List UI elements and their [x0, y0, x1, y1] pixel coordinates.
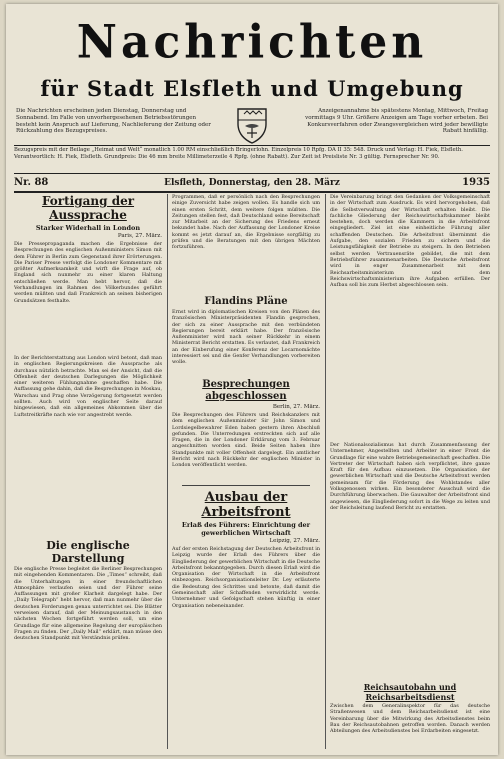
dateline-bar	[14, 176, 490, 190]
article-subheadline: Erlaß des Führers: Einrichtung der gewerblichen Wirtschaft	[181, 521, 311, 537]
article-headline: Fortigang der Aussprache	[41, 194, 135, 222]
column-2	[172, 194, 320, 749]
header-rule-top	[14, 145, 490, 146]
article-headline: Besprechungen abgeschlossen	[202, 379, 290, 402]
article-body: In der Berichterstattung aus London wird betont, daß man in englischen Regierungskreisen die Aussprache als durchaus nützlich betrachte. Man sei der Ansicht, daß die Offenheit der deutschen Darlegungen die Möglichkeit einer weiteren Fühlungnahme geschaffen habe. Die Auffassung gehe dahin, daß die Besprechungen in Moskau, Warschau und Prag ohne Verzögerung fortgesetzt werden sollten. Auch wird von englischer Seite darauf hingewiesen, daß ein allgemeines Abkommen über die Luftstreitkräfte nach wie vor angestrebt werde.	[14, 355, 162, 418]
article-body: Ernst wird in diplomatischen Kreisen von den Plänen des französischen Ministerpräsidenten Flandin gesprochen, der sich zu einer Aussprache mit den verbündeten Regierungen bereit erklärt habe. Der französische Außenminister wird nach seiner Rückkehr in einem Ministerrat Bericht erstatten. Es verlautet, daß Frankreich an der Einberufung einer Konferenz der Locarnomächte interessiert sei und die Genfer Verhandlungen vorbereiten wolle.	[172, 309, 320, 366]
article-subheadline: Starker Widerhall in London	[35, 224, 141, 232]
header-rule-middle	[14, 173, 490, 174]
article-body: Programmen, daß er persönlich nach den Besprechungen einige Zuversicht habe zeigen wollen. Es handle sich um einen ersten Schritt, dem weitere folgen müßten. Die Zeitungen stellen fest, daß Deutschland seine Bereitschaft zur Mitarbeit an der Sicherung des Friedens erneut bekundet habe. Nach der Auffassung der Londoner Kreise kommt es jetzt darauf an, die Ergebnisse sorgfältig zu prüfen und die Beratungen mit den übrigen Mächten fortzuführen.	[172, 194, 320, 251]
article-columns	[14, 194, 490, 749]
city-crest-icon	[235, 106, 269, 144]
article-body: Der Nationalsozialismus hat durch Zusammenfassung der Unternehmer, Angestellten und Arbeiter in einer Front die Grundlage für eine wahre Betriebsgemeinschaft geschaffen. Die Vertreter der Wirtschaft haben sich verpflichtet, ihre ganze Kraft für den Aufbau einzusetzen. Die Organisation der gewerblichen Wirtschaft und die Deutsche Arbeitsfront werden gemeinsam für die Förderung des Wohlstandes aller Volksgenossen wirken. Ein besonderer Ausschuß wird die Durchführung überwachen. Die Gauwalter der Arbeitsfront sind angewiesen, die Eingliederung sofort in die Wege zu leiten und der Reichsleitung laufend Bericht zu erstatten.	[330, 442, 490, 511]
article-dateline: Leipzig, 27. März.	[269, 538, 320, 544]
masthead-subtitle: für Stadt Elsfleth und Umgebung	[40, 76, 464, 101]
issue-number: Nr. 88	[14, 177, 49, 188]
article-headline: Ausbau der Arbeitsfront	[201, 490, 291, 520]
column-separator	[167, 194, 168, 749]
article-headline: Flandins Pläne	[204, 296, 288, 307]
article-body: Die Pressepropaganda machen die Ergebnisse der Besprechungen des englischen Außenministers Simon mit dem Führer in Berlin zum Gegenstand ihrer Erörterungen. Die Pariser Presse verfolgt die Londoner Kommentare mit größter Aufmerksamkeit und wirft die Frage auf, ob England sich nunmehr zu einer klaren Haltung entschließen werde. Man hebt hervor, daß die Verhandlungen im Rahmen des Völkerbundes geführt werden müßten und daß Frankreich an seinen bisherigen Grundsätzen festhalte.	[14, 241, 162, 304]
masthead-title: Nachrichten	[76, 15, 428, 70]
article-body: Die Vereinbarung bringt den Gedanken der Volksgemeinschaft in der Wirtschaft zum Ausdruck. Es wird hervorgehoben, daß die Selbstverwaltung der Wirtschaft erhalten bleibt. Die fachliche Gliederung der Reichswirtschaftskammer bleibt bestehen, doch werden die Kammern in die Arbeitsfront eingegliedert. Ziel ist eine einheitliche Führung aller schaffenden Deutschen. Die Arbeitsfront übernimmt die Aufgabe, den sozialen Frieden zu sichern und die Leistungsfähigkeit der Betriebe zu steigern. In den Betrieben selbst werden Vertrauensräte gebildet, die mit dem Betriebsführer zusammenarbeiten. Die Deutsche Arbeitsfront wird in enger Zusammenarbeit mit dem Reichsarbeitsministerium und dem Reichswirtschaftsministerium ihre Aufgaben erfüllen. Der Aufbau soll bis zum Herbst abgeschlossen sein.	[330, 194, 490, 289]
article-body: Die englische Presse begleitet die Berliner Besprechungen mit eingehenden Kommentaren. Die „Times“ schreibt, daß die Unterhaltungen in einer freundschaftlichen Atmosphäre verlaufen seien und der Führer seine Auffassungen mit großer Klarheit dargelegt habe. Der „Daily Telegraph“ hebt hervor, daß man nunmehr über die deutschen Forderungen genau unterrichtet sei. Die Blätter verweisen darauf, daß der Meinungsaustausch in den nächsten Wochen fortgeführt werden soll, um eine Grundlage für eine allgemeine Regelung der europäischen Fragen zu finden. Der „Daily Mail“ erklärt, man müsse den deutschen Standpunkt mit Verständnis prüfen.	[14, 566, 162, 642]
delivery-notice: Die Nachrichten erscheinen jeden Dienstag, Donnerstag und Sonnabend. Im Falle von unvorhergesehenen Betriebsstörungen besteht kein Anspruch auf Lieferung, Nachlieferung der Zeitung oder Rückzahlung des Bezugspreises.	[16, 108, 211, 135]
article-dateline: Paris, 27. März.	[117, 233, 162, 239]
article-dateline: Berlin, 27. März.	[272, 404, 320, 410]
article-headline: Reichsautobahn und Reichsarbeitsdienst	[363, 682, 457, 702]
article-headline: Die englische Darstellung	[46, 539, 130, 565]
issue-date: Elsfleth, Donnerstag, den 28. März	[164, 178, 340, 188]
publisher-info: Bezugspreis mit der Beilage „Heimat und Welt“ monatlich 1.00 RM einschließlich Bringerlohn. Einzelpreis 10 Rpfg. DA II 35: 548. Druck und Verlag: H. Fiek, Elsfleth. Verantwortlich: H. Fiek, Elsfleth. Grundpreis: Die 46 mm breite Millimeterzeile 4 Rpfg. (ohne Rabatt). Zur Zeit ist Preisliste Nr. 3 gültig. Fernsprecher Nr. 90.	[14, 147, 463, 160]
issue-year: 1935	[462, 177, 490, 188]
article-divider	[182, 485, 310, 486]
column-3	[330, 194, 490, 749]
column-1	[14, 194, 162, 749]
ad-notice: Anzeigenannahme bis spätestens Montag, Mittwoch, Freitag vormittags 9 Uhr. Größere Anzeigen am Tage vorher erbeten. Bei Konkursverfahren oder Zwangsvergleichen wird jeder bewilligte Rabatt hinfällig.	[305, 108, 488, 135]
column-separator	[325, 194, 326, 749]
article-body: Auf der ersten Reichstagung der Deutschen Arbeitsfront in Leipzig wurde der Erlaß des Führers über die Eingliederung der gewerblichen Wirtschaft in die Deutsche Arbeitsfront bekanntgegeben. Durch diesen Erlaß wird die Organisation der Wirtschaft in die Arbeitsfront einbezogen. Reichsorganisationsleiter Dr. Ley erläuterte die Bedeutung des Schrittes und betonte, daß damit die Gemeinschaft aller Schaffenden verwirklicht werde. Unternehmer und Gefolgschaft stehen künftig in einer Organisation nebeneinander.	[172, 546, 320, 609]
article-body: Zwischen dem Generalinspektor für das deutsche Straßenwesen und dem Reichsarbeitsdienst ist eine Vereinbarung über die Mitwirkung des Arbeitsdienstes beim Bau der Reichsautobahnen getroffen worden. Danach werden Abteilungen des Arbeitsdienstes bei Erdarbeiten eingesetzt.	[330, 703, 490, 735]
newspaper-page	[6, 4, 498, 755]
header-rule-bottom	[14, 191, 490, 193]
article-body: Die Besprechungen des Führers und Reichskanzlers mit dem englischen Außenminister Sir John Simon und Lordsiegelbewahrer Eden haben gestern ihren Abschluß gefunden. Die Unterredungen erstreckten sich auf alle Fragen, die in der Londoner Erklärung vom 3. Februar angeschnitten worden sind. Beide Seiten haben ihre Standpunkte mit voller Offenheit dargelegt. Ein amtlicher Bericht wird nach Rückkehr der englischen Minister in London veröffentlicht werden.	[172, 412, 320, 469]
